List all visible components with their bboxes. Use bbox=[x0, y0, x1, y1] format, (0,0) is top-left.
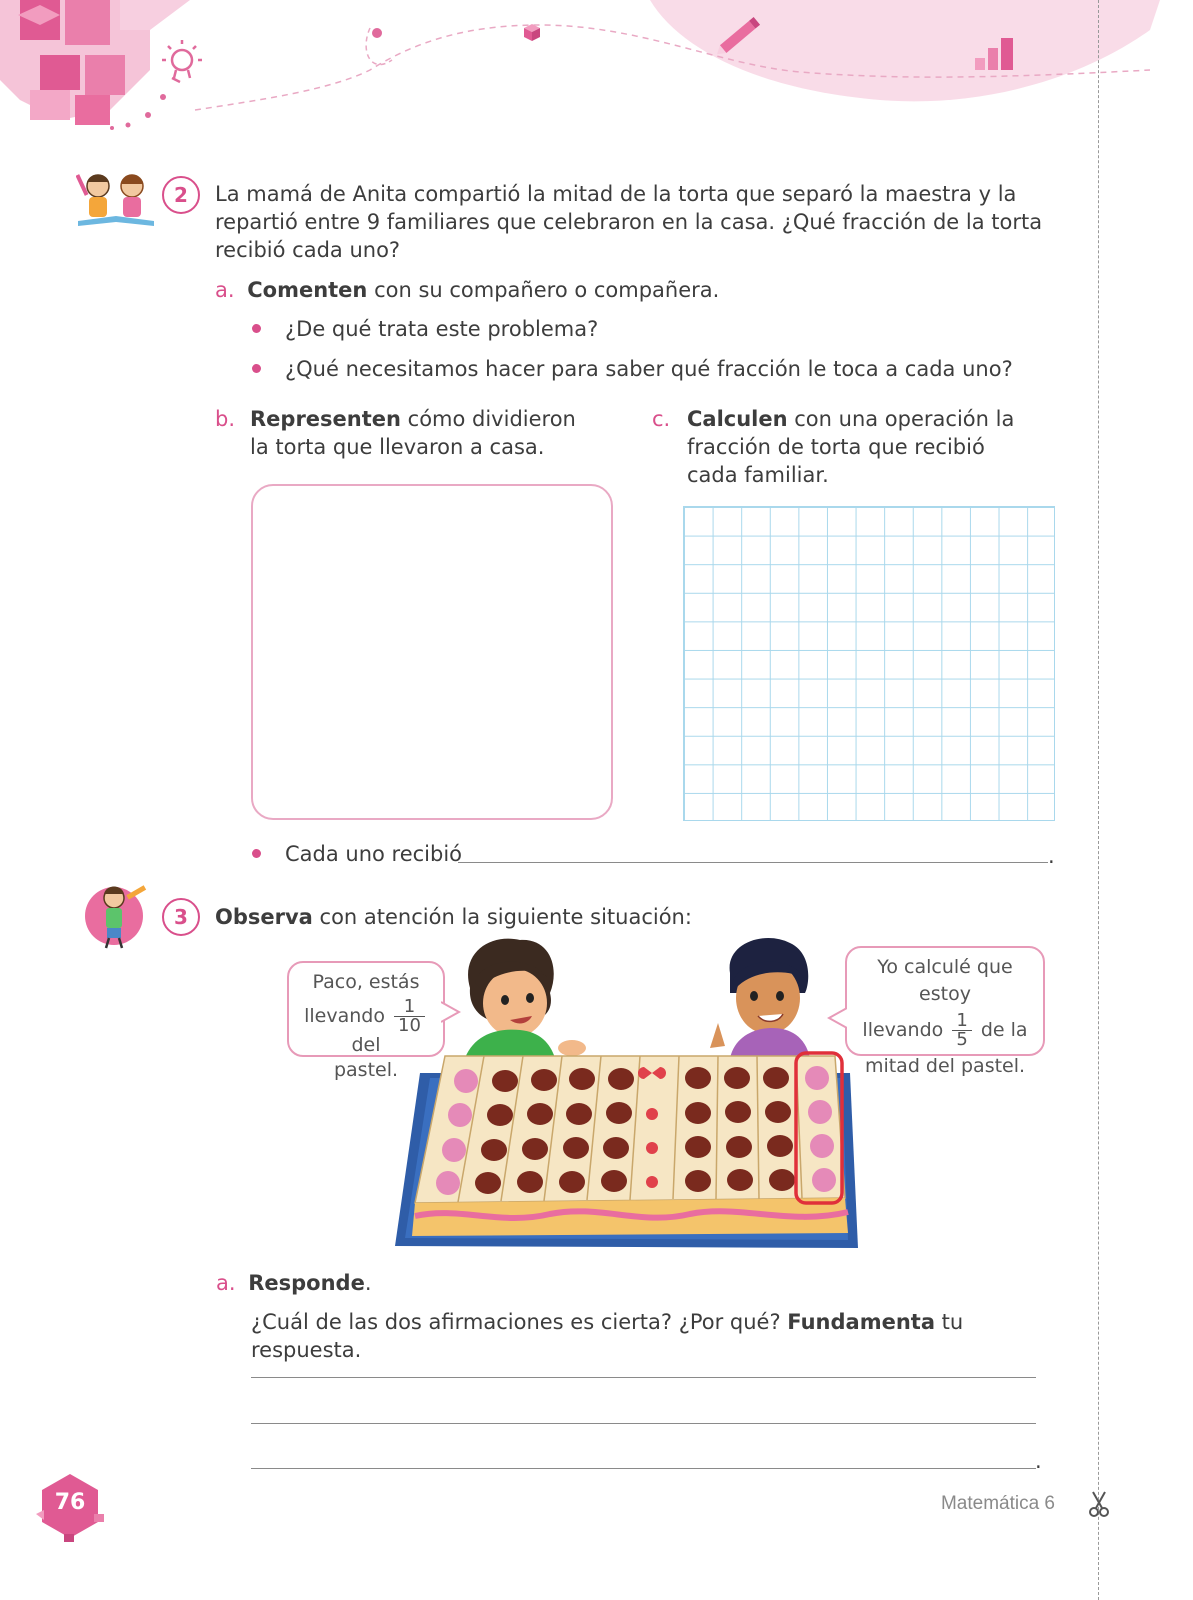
item-verb: Observa bbox=[215, 905, 313, 929]
question bbox=[251, 1308, 1061, 1364]
answer-line[interactable] bbox=[251, 1423, 1036, 1424]
problem-number: 2 bbox=[162, 176, 200, 214]
answer-prompt: Cada uno recibió bbox=[285, 842, 463, 866]
cube-stack-illustration bbox=[0, 0, 190, 125]
cut-line bbox=[1098, 0, 1099, 1600]
item-verb: Representen bbox=[250, 407, 401, 431]
item-a bbox=[215, 276, 1055, 304]
item-letter: a. bbox=[215, 278, 235, 302]
bullet-item: ¿De qué trata este problema? bbox=[285, 317, 599, 341]
fraction bbox=[394, 998, 425, 1035]
bullet-dot bbox=[252, 324, 261, 333]
paco-figure bbox=[465, 939, 586, 1058]
bubble-text: llevando bbox=[862, 1019, 944, 1041]
item-text: . bbox=[364, 1271, 372, 1295]
header-decoration bbox=[0, 0, 1193, 150]
drawing-box[interactable] bbox=[251, 484, 613, 820]
kids-cake-illustration bbox=[380, 928, 880, 1258]
bubble-line: pastel. bbox=[333, 1059, 399, 1081]
scissors-icon bbox=[1088, 1490, 1110, 1518]
speech-bubble-left bbox=[287, 961, 445, 1081]
bubble-line: Yo calculé que estoy bbox=[877, 956, 1013, 1005]
item-letter: c. bbox=[652, 407, 671, 431]
bullet-item: ¿Qué necesitamos hacer para saber qué fracción le toca a cada uno? bbox=[285, 357, 1013, 381]
question-text: tu respuesta. bbox=[251, 1310, 964, 1362]
answer-period: . bbox=[1048, 844, 1055, 868]
answer-line[interactable] bbox=[251, 1377, 1036, 1378]
item-verb: Responde bbox=[248, 1271, 365, 1295]
calculation-grid[interactable] bbox=[683, 506, 1055, 821]
bullet-dot bbox=[252, 849, 261, 858]
answer-line[interactable] bbox=[251, 1468, 1036, 1469]
fraction-denominator: 10 bbox=[398, 1015, 421, 1036]
item-text: con atención la siguiente situación: bbox=[312, 905, 692, 929]
bubble-tail bbox=[441, 1000, 461, 1024]
problem-statement: La mamá de Anita compartió la mitad de la torta que separó la maestra y la repartió entre 9 familiares que celebraron en la casa. ¿Qué fracción de la torta recibió cada uno? bbox=[215, 182, 1043, 262]
second-kid-figure bbox=[710, 938, 810, 1058]
item-letter: a. bbox=[216, 1271, 236, 1295]
bubble-line bbox=[297, 998, 435, 1055]
speech-bubble-right bbox=[845, 946, 1045, 1077]
kids-reading-icon bbox=[76, 166, 156, 230]
item-letter: b. bbox=[215, 407, 236, 431]
cube-icon bbox=[524, 24, 540, 41]
bubble-line bbox=[855, 1012, 1035, 1049]
bubble-text: del bbox=[351, 1034, 381, 1056]
book-title: Matemática 6 bbox=[940, 1493, 1055, 1514]
fraction bbox=[952, 1012, 971, 1049]
page-number: 76 bbox=[54, 1490, 86, 1515]
fraction-numerator: 1 bbox=[394, 998, 425, 1017]
fraction-numerator: 1 bbox=[952, 1012, 971, 1031]
item-a bbox=[216, 1269, 372, 1297]
bubble-text: llevando bbox=[304, 1005, 385, 1027]
lightbulb-icon bbox=[162, 40, 202, 82]
item-text: cómo dividieron la torta que llevaron a casa. bbox=[250, 407, 576, 459]
question-verb: Fundamenta bbox=[787, 1310, 935, 1334]
problem-number: 3 bbox=[162, 898, 200, 936]
item-verb: Calculen bbox=[687, 407, 788, 431]
bubble-line: Paco, estás bbox=[312, 971, 420, 993]
kid-writing-icon bbox=[84, 876, 154, 952]
item-text: con su compañero o compañera. bbox=[367, 278, 720, 302]
item-c-text bbox=[687, 405, 1042, 489]
question-text: ¿Cuál de las dos afirmaciones es cierta? ¿Por qué? bbox=[251, 1310, 788, 1334]
answer-line[interactable] bbox=[458, 862, 1048, 863]
bubble-text: de la bbox=[980, 1019, 1028, 1041]
bullet-dot bbox=[252, 364, 261, 373]
bubble-tail bbox=[827, 1006, 847, 1030]
item-b-text bbox=[250, 405, 595, 461]
problem-statement bbox=[215, 903, 692, 931]
item-verb: Comenten bbox=[247, 278, 368, 302]
fraction-denominator: 5 bbox=[956, 1029, 968, 1050]
answer-period: . bbox=[1035, 1449, 1042, 1473]
bubble-line: mitad del pastel. bbox=[864, 1055, 1026, 1077]
item-text: con una operación la fracción de torta que recibió cada familiar. bbox=[687, 407, 1015, 487]
